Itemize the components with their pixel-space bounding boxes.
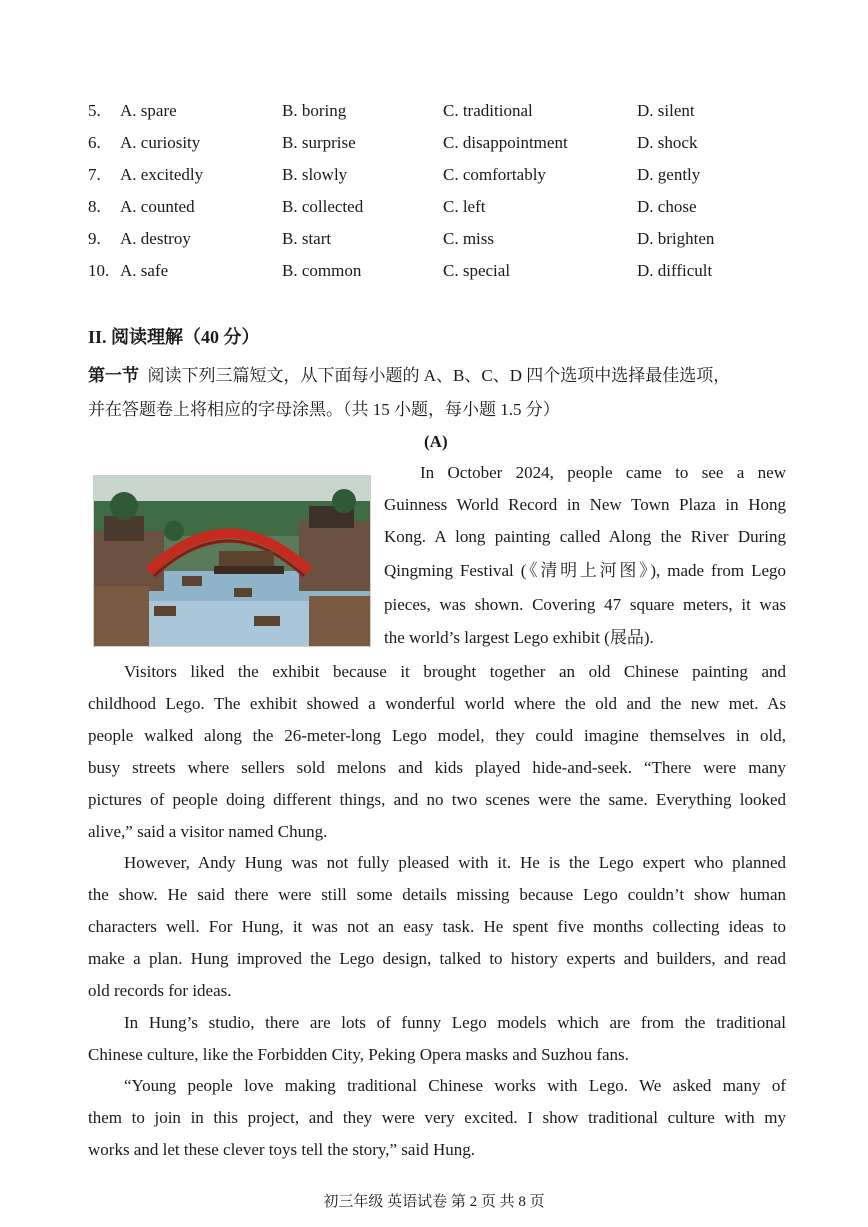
option-c: C. left xyxy=(443,197,486,216)
intro-line-1-text: In October 2024, people came to see a new xyxy=(420,463,786,482)
option-a: A. counted xyxy=(120,197,195,216)
intro-line-5: pieces, was shown. Covering 47 square meters, it was xyxy=(384,595,786,614)
section-title: II. 阅读理解（40 分） xyxy=(88,327,260,347)
page-footer: 初三年级 英语试卷 第 2 页 共 8 页 xyxy=(323,1194,545,1210)
instruction-line-1 xyxy=(88,361,730,386)
question-number: 10. xyxy=(88,261,110,280)
p3-line-1: However, Andy Hung was not fully pleased with it. He is the Lego expert who planned xyxy=(124,853,786,872)
p2-line-1: Visitors liked the exhibit because it brought together an old Chinese painting and xyxy=(124,662,786,681)
intro-line-2: Guinness World Record in New Town Plaza in Hong xyxy=(384,495,786,514)
p2-line-2: childhood Lego. The exhibit showed a wonderful world where the old and the new met. As xyxy=(88,694,786,713)
option-d: D. brighten xyxy=(637,229,715,248)
instruction-text: 阅读下列三篇短文，从下面每小题的 A、B、C、D 四个选项中选择最佳选项， xyxy=(147,366,731,385)
option-a: A. curiosity xyxy=(120,133,201,152)
question-number: 8. xyxy=(88,197,101,216)
option-d: D. silent xyxy=(637,101,695,120)
p2-line-4: busy streets where sellers sold melons and kids played hide-and-seek. “There were many xyxy=(88,758,786,777)
p2-line-6: alive,” said a visitor named Chung. xyxy=(88,822,328,841)
intro-line-1 xyxy=(384,462,786,484)
p5-line-1: “Young people love making traditional Chinese works with Lego. We asked many of xyxy=(124,1076,786,1095)
p3-line-4: make a plan. Hung improved the Lego design, talked to history experts and builders, and read xyxy=(88,949,786,968)
option-row-5 xyxy=(0,101,868,127)
p2-line-5: pictures of people doing different things, and no two scenes were the same. Everything looked xyxy=(88,790,786,809)
option-c: C. traditional xyxy=(443,101,533,120)
p5-line-2: them to join in this project, and they were very excited. I show traditional culture with my xyxy=(88,1108,786,1127)
option-b: B. slowly xyxy=(282,165,348,184)
option-b: B. boring xyxy=(282,101,347,120)
option-b: B. common xyxy=(282,261,362,280)
question-number: 6. xyxy=(88,133,101,152)
option-c: C. miss xyxy=(443,229,495,248)
lego-exhibit-photo xyxy=(93,475,371,647)
p5-line-3: works and let these clever toys tell the story,” said Hung. xyxy=(88,1140,475,1159)
option-a: A. safe xyxy=(120,261,169,280)
instruction-line-2: 并在答题卷上将相应的字母涂黑。（共 15 小题，每小题 1.5 分） xyxy=(88,400,560,419)
option-row-7 xyxy=(0,165,868,191)
option-b: B. collected xyxy=(282,197,364,216)
p3-line-3: characters well. For Hung, it was not an easy task. He spent five months collecting ideas to xyxy=(88,917,786,936)
question-number: 7. xyxy=(88,165,101,184)
option-row-10 xyxy=(0,261,868,287)
p3-line-5: old records for ideas. xyxy=(88,981,232,1000)
question-number: 9. xyxy=(88,229,101,248)
option-d: D. difficult xyxy=(637,261,713,280)
passage-label: (A) xyxy=(424,432,448,451)
option-c: C. comfortably xyxy=(443,165,546,184)
p4-line-2: Chinese culture, like the Forbidden City, Peking Opera masks and Suzhou fans. xyxy=(88,1045,629,1064)
option-a: A. destroy xyxy=(120,229,191,248)
option-d: D. gently xyxy=(637,165,701,184)
option-c: C. special xyxy=(443,261,511,280)
p2-line-3: people walked along the 26-meter-long Lego model, they could imagine themselves in old, xyxy=(88,726,786,745)
option-a: A. spare xyxy=(120,101,177,120)
intro-line-4: Qingming Festival (《清明上河图》), made from Lego xyxy=(384,561,786,580)
option-row-9 xyxy=(0,229,868,255)
option-row-6 xyxy=(0,133,868,159)
option-b: B. surprise xyxy=(282,133,356,152)
option-b: B. start xyxy=(282,229,332,248)
intro-line-6: the world’s largest Lego exhibit (展品). xyxy=(384,628,654,647)
part-label: 第一节 xyxy=(88,366,139,385)
option-d: D. shock xyxy=(637,133,698,152)
option-row-8 xyxy=(0,197,868,223)
option-d: D. chose xyxy=(637,197,697,216)
intro-line-3: Kong. A long painting called Along the River During xyxy=(384,527,786,546)
p3-line-2: the show. He said there were still some details missing because Lego couldn’t show human xyxy=(88,885,786,904)
option-a: A. excitedly xyxy=(120,165,204,184)
p4-line-1: In Hung’s studio, there are lots of funny Lego models which are from the traditional xyxy=(124,1013,786,1032)
option-c: C. disappointment xyxy=(443,133,568,152)
lego-bridge-image xyxy=(94,476,370,646)
question-number: 5. xyxy=(88,101,101,120)
